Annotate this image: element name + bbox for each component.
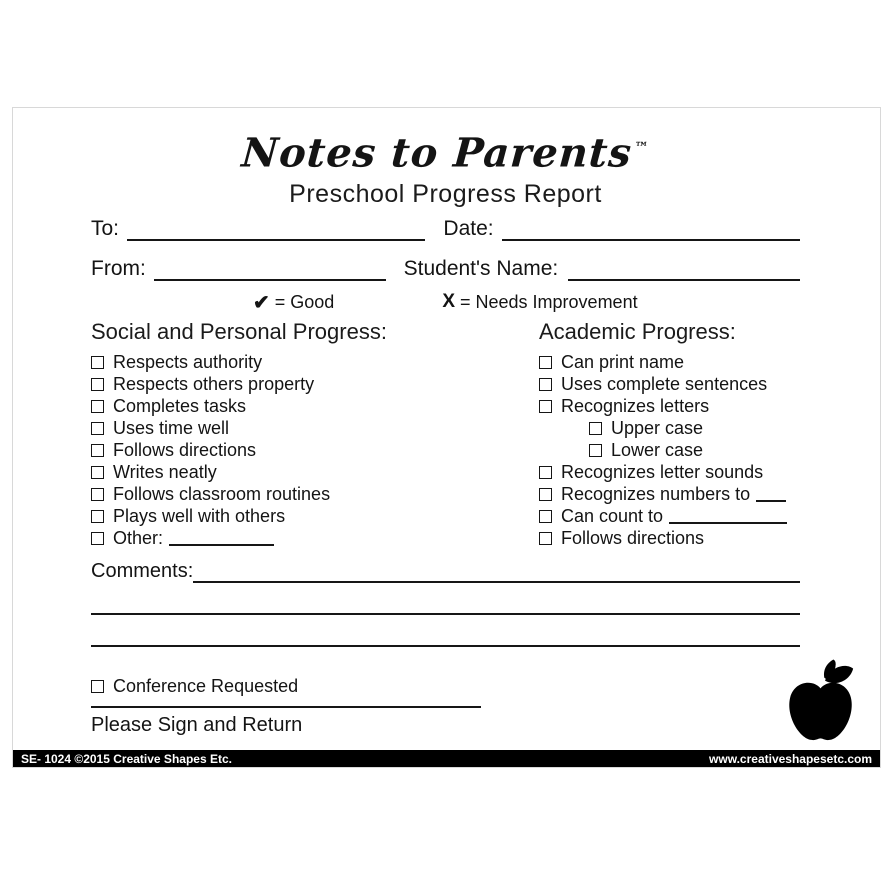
checkbox-row xyxy=(91,373,539,395)
needs-improvement-label: = Needs Improvement xyxy=(460,291,638,312)
checkbox-row xyxy=(539,351,800,373)
checkmark-icon: ✔ xyxy=(253,291,270,314)
checkbox-row xyxy=(91,461,539,483)
checkbox-row xyxy=(91,483,539,505)
recognizes-numbers-to-checkbox[interactable] xyxy=(539,488,552,501)
checkbox-row xyxy=(589,439,800,461)
student-name-label: Student's Name: xyxy=(403,257,559,281)
checkbox-row xyxy=(539,505,800,527)
legend-row xyxy=(91,291,800,313)
from-name-row xyxy=(91,257,800,281)
checkbox-label: Can print name xyxy=(561,351,685,372)
form-title xyxy=(89,122,802,179)
uses-time-well-checkbox[interactable] xyxy=(91,422,104,435)
form-card xyxy=(12,107,881,768)
date-label: Date: xyxy=(443,217,494,241)
conference-requested-checkbox[interactable] xyxy=(91,680,104,693)
to-input-line[interactable] xyxy=(127,219,425,241)
uses-complete-sentences-checkbox[interactable] xyxy=(539,378,552,391)
checkbox-label: Uses time well xyxy=(113,417,230,438)
academic-section-heading: Academic Progress: xyxy=(539,319,736,345)
follows-classroom-routines-checkbox[interactable] xyxy=(91,488,104,501)
please-sign-return-label: Please Sign and Return xyxy=(91,714,303,736)
conference-row xyxy=(91,675,800,697)
checkbox-label: Uses complete sentences xyxy=(561,373,768,394)
conference-requested-label: Conference Requested xyxy=(113,675,299,696)
other-checkbox[interactable] xyxy=(91,532,104,545)
checkbox-row xyxy=(91,505,539,527)
recognizes-letters-checkbox[interactable] xyxy=(539,400,552,413)
comments-input-line-1[interactable] xyxy=(193,561,800,583)
form-subtitle: Preschool Progress Report xyxy=(289,180,602,209)
checkbox-row xyxy=(539,483,800,505)
apple-icon xyxy=(781,658,857,746)
progress-columns xyxy=(91,319,800,549)
plays-well-with-others-checkbox[interactable] xyxy=(91,510,104,523)
checkbox-row xyxy=(539,527,800,549)
can-count-to-checkbox[interactable] xyxy=(539,510,552,523)
checkbox-row xyxy=(539,373,800,395)
comments-input-line-3[interactable] xyxy=(91,645,800,647)
can-count-to-input-line[interactable] xyxy=(669,508,787,524)
checkbox-label: Respects others property xyxy=(113,373,315,394)
comments-input-line-2[interactable] xyxy=(91,613,800,615)
checkbox-label: Lower case xyxy=(611,439,704,460)
checkbox-label: Completes tasks xyxy=(113,395,247,416)
checkbox-row xyxy=(91,527,539,549)
to-label: To: xyxy=(91,217,120,241)
academic-section xyxy=(539,319,800,549)
checkbox-label: Recognizes letters xyxy=(561,395,710,416)
checkbox-label: Respects authority xyxy=(113,351,263,372)
signature-input-line[interactable] xyxy=(91,706,481,708)
checkbox-row xyxy=(539,395,800,417)
checkbox-label: Other: xyxy=(113,527,164,548)
from-label: From: xyxy=(91,257,146,281)
respects-others-property-checkbox[interactable] xyxy=(91,378,104,391)
recognizes-letter-sounds-checkbox[interactable] xyxy=(539,466,552,479)
to-date-row xyxy=(91,217,800,241)
footer-website: www.creativeshapesetc.com xyxy=(709,751,872,766)
trademark-symbol: ™ xyxy=(633,140,650,156)
follows-directions-social-checkbox[interactable] xyxy=(91,444,104,457)
completes-tasks-checkbox[interactable] xyxy=(91,400,104,413)
footer-product-code: SE- 1024 ©2015 Creative Shapes Etc. xyxy=(21,751,232,766)
form-content xyxy=(91,122,800,697)
follows-directions-academic-checkbox[interactable] xyxy=(539,532,552,545)
recognizes-numbers-input-line[interactable] xyxy=(756,486,786,502)
date-input-line[interactable] xyxy=(502,219,800,241)
lower-case-checkbox[interactable] xyxy=(589,444,602,457)
checkbox-row xyxy=(589,417,800,439)
checkbox-row xyxy=(91,351,539,373)
comments-label: Comments: xyxy=(91,560,194,583)
checkbox-label: Upper case xyxy=(611,417,704,438)
student-name-input-line[interactable] xyxy=(568,259,800,281)
checkbox-label: Plays well with others xyxy=(113,505,286,526)
social-section xyxy=(91,319,539,549)
writes-neatly-checkbox[interactable] xyxy=(91,466,104,479)
checkbox-row xyxy=(91,395,539,417)
footer-bar xyxy=(13,750,880,767)
social-section-heading: Social and Personal Progress: xyxy=(91,319,387,345)
comments-row xyxy=(91,557,800,583)
upper-case-checkbox[interactable] xyxy=(589,422,602,435)
checkbox-label: Writes neatly xyxy=(113,461,217,482)
checkbox-label: Follows classroom routines xyxy=(113,483,331,504)
form-title-text: Notes to Parents xyxy=(240,129,634,177)
checkbox-label: Follows directions xyxy=(113,439,257,460)
checkbox-label: Can count to xyxy=(561,505,664,526)
checkbox-row xyxy=(91,417,539,439)
good-label: = Good xyxy=(274,291,335,312)
checkbox-label: Recognizes numbers to xyxy=(561,483,751,504)
respects-authority-checkbox[interactable] xyxy=(91,356,104,369)
from-input-line[interactable] xyxy=(154,259,386,281)
checkbox-label: Follows directions xyxy=(561,527,705,548)
checkbox-row xyxy=(91,439,539,461)
checkbox-row xyxy=(539,461,800,483)
checkbox-label: Recognizes letter sounds xyxy=(561,461,764,482)
can-print-name-checkbox[interactable] xyxy=(539,356,552,369)
x-mark-icon: X xyxy=(442,291,455,313)
other-input-line[interactable] xyxy=(169,530,274,546)
